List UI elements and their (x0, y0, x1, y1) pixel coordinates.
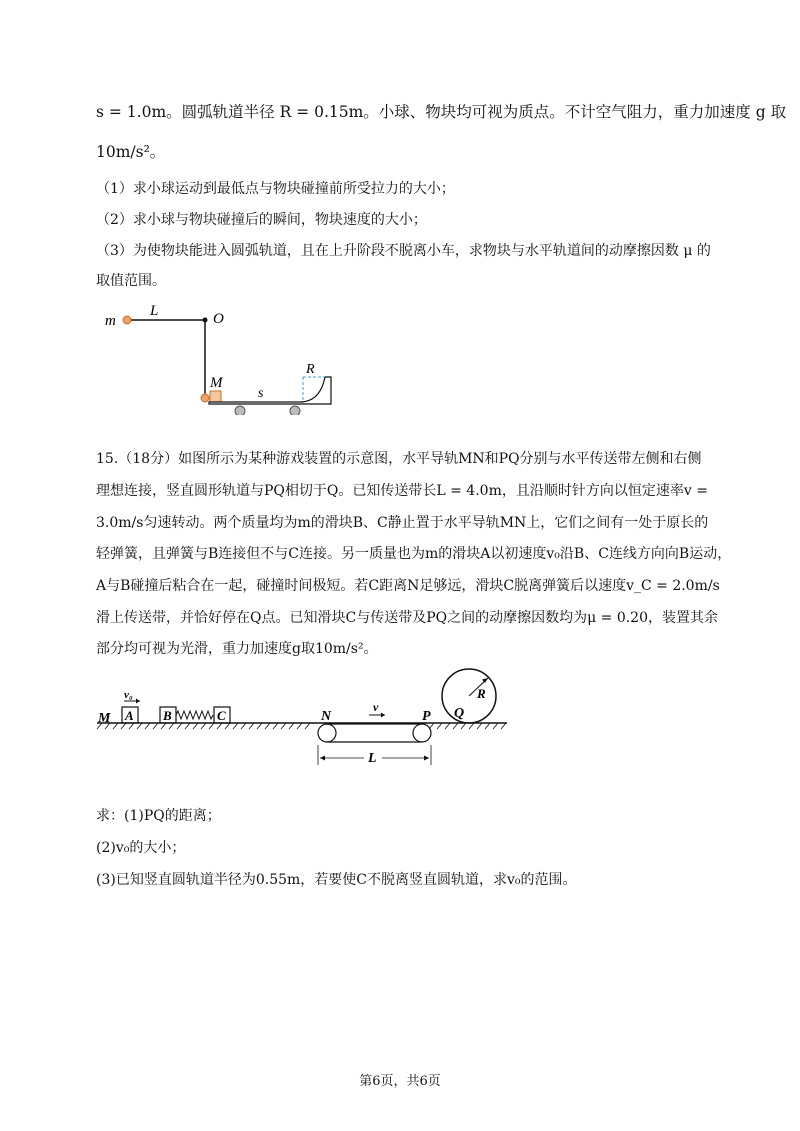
p15-text-line-4: 轻弹簧，且弹簧与B连接但不与C连接。另一质量也为m的滑块A以初速度v₀沿B、C连线方向向B运动， (96, 546, 732, 562)
p14-question-1: （1）求小球运动到最低点与物块碰撞前所受拉力的大小； (96, 181, 455, 197)
p15-ask-2: (2)v₀的大小； (96, 840, 186, 856)
label-Q: Q (454, 706, 465, 721)
p15-text-line-1: 15.（18分）如图所示为某种游戏装置的示意图，水平导轨MN和PQ分别与水平传送带左侧和右侧 (96, 451, 702, 467)
wheel-right (290, 406, 300, 415)
label-C: C (217, 708, 226, 723)
label-M: M (210, 375, 223, 391)
p15-text-line-3: 3.0m/s匀速转动。两个质量均为m的滑块B、C静止置于水平导轨MN上，它们之间有一处于原长的 (96, 515, 709, 531)
p14-figure (95, 295, 355, 415)
spring (176, 711, 213, 719)
p15-text-line-2: 理想连接，竖直圆形轨道与PQ相切于Q。已知传送带长L = 4.0m，且沿顺时针方向以恒定速率v = (96, 483, 708, 499)
ball-start (123, 316, 131, 324)
label-B: B (163, 708, 172, 723)
label-R: R (477, 686, 486, 701)
dim-arrow-left (320, 756, 325, 761)
label-L: L (368, 751, 377, 766)
label-L: L (150, 303, 159, 319)
block-M (210, 391, 221, 402)
label-M: M (98, 711, 111, 726)
ball-bottom (201, 394, 209, 402)
page-footer: 第6页，共6页 (359, 1074, 441, 1089)
label-v0: v₀ (124, 689, 133, 701)
p15-text-line-5: A与B碰撞后粘合在一起，碰撞时间极短。若C距离N足够远，滑块C脱离弹簧后以速度v_C = 2.0m/s (96, 578, 720, 594)
label-R: R (306, 362, 315, 377)
label-v: v (373, 700, 379, 714)
p15-text-line-7: 部分均可视为光滑，重力加速度g取10m/s²。 (96, 641, 378, 657)
label-O: O (213, 311, 224, 327)
label-P: P (422, 709, 431, 724)
label-s: s (258, 386, 264, 401)
p15-figure (92, 665, 512, 770)
p15-ask-3: (3)已知竖直圆轨道半径为0.55m，若要使C不脱离竖直圆轨道，求v₀的范围。 (96, 872, 577, 888)
label-m: m (105, 313, 116, 329)
label-N: N (321, 709, 332, 724)
dim-arrow-right (424, 756, 429, 761)
wheel-left (235, 406, 245, 415)
v-arrowhead (381, 713, 385, 718)
roller-left (318, 724, 336, 742)
cart-body (209, 377, 331, 404)
p15-text-line-6: 滑上传送带，并恰好停在Q点。已知滑块C与传送带及PQ之间的动摩擦因数均为μ = 0.20，装置其余 (96, 610, 718, 626)
p14-question-3-line-1: （3）为使物块能进入圆弧轨道，且在上升阶段不脱离小车，求物块与水平轨道间的动摩擦因数 μ 的 (96, 243, 711, 259)
p14-question-3-line-2: 取值范围。 (96, 273, 166, 289)
p14-text-line-2: 10m/s²。 (96, 143, 166, 161)
label-A: A (125, 708, 134, 723)
v0-arrowhead (136, 699, 140, 704)
roller-right (413, 724, 431, 742)
p15-ask-1: 求：(1)PQ的距离； (96, 808, 221, 824)
p14-question-2: （2）求小球与物块碰撞后的瞬间，物块速度的大小； (96, 212, 427, 228)
ground-hatching (97, 723, 506, 729)
p14-text-line-1: s = 1.0m。圆弧轨道半径 R = 0.15m。小球、物块均可视为质点。不计空气阻力，重力加速度 g 取 (96, 103, 787, 121)
